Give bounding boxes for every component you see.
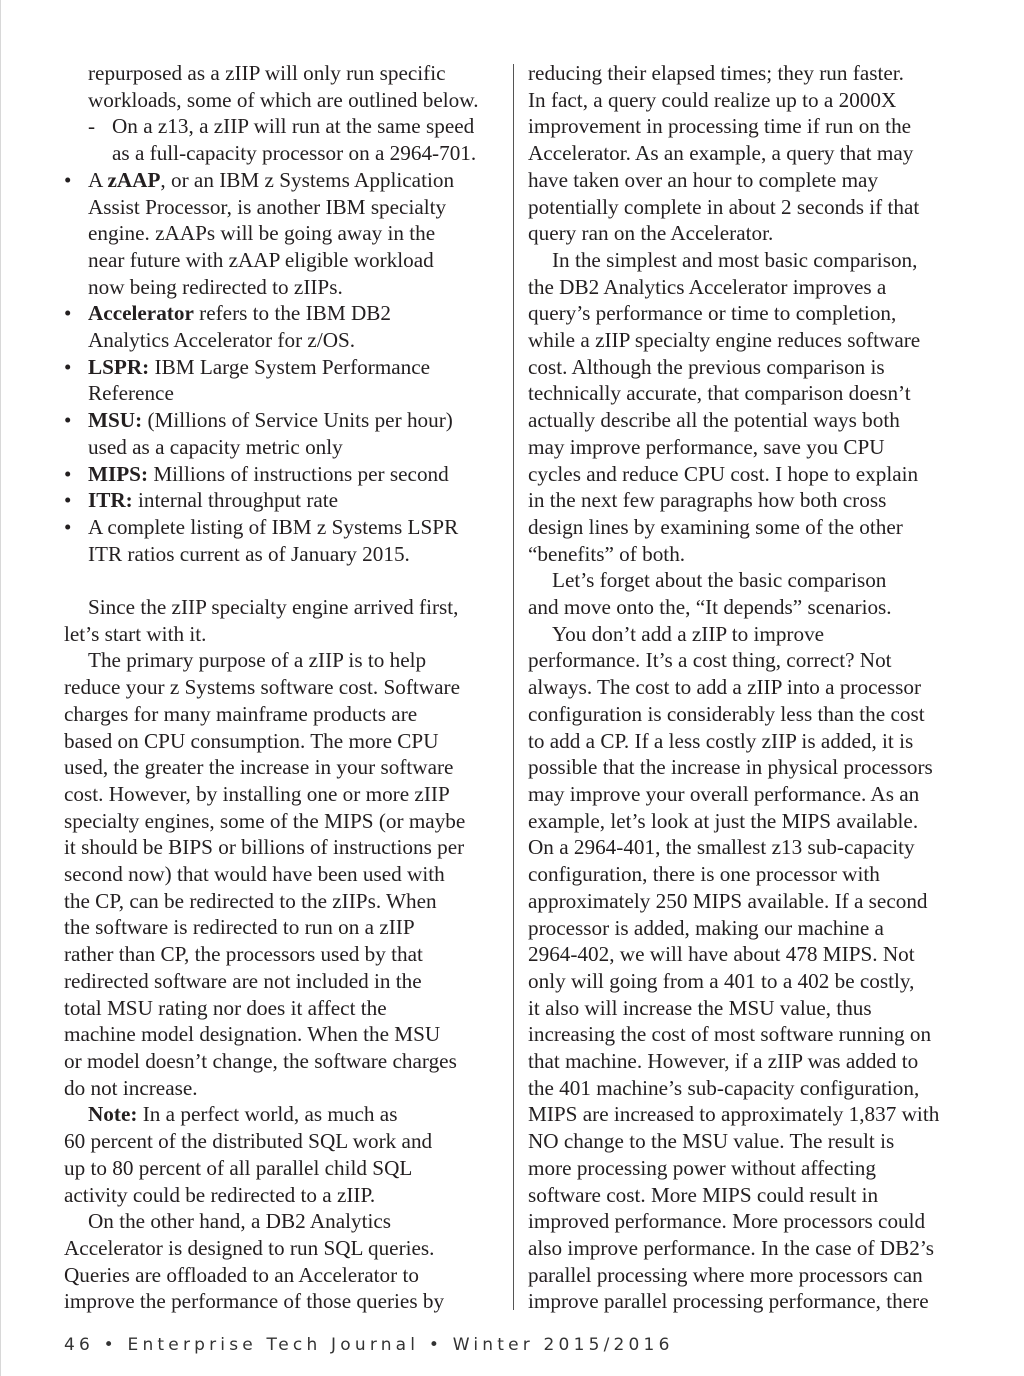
text-line: Since the zIIP specialty engine arrived first, — [88, 595, 459, 620]
text-line: the software is redirected to run on a zIIP — [64, 915, 415, 940]
bullet-marker: • — [64, 514, 72, 539]
text-line: may improve performance, save you CPU — [528, 434, 885, 459]
text-line: You don’t add a zIIP to improve — [552, 621, 825, 646]
text-line: query’s performance or time to completion, — [528, 301, 897, 326]
bullet-marker: • — [64, 301, 72, 326]
dash-marker: - — [88, 114, 96, 139]
text-line: second now) that would have been used with — [64, 862, 445, 887]
text-line: cycles and reduce CPU cost. I hope to explain — [528, 461, 919, 486]
left-column — [64, 60, 500, 1315]
bullet-continuation: Analytics Accelerator for z/OS. — [88, 328, 356, 353]
text-line: Let’s forget about the basic comparison — [552, 568, 887, 593]
text-line: Queries are offloaded to an Accelerator to — [64, 1262, 419, 1287]
bullet-continuation: Assist Processor, is another IBM specialty — [88, 194, 447, 219]
text-line: configuration is considerably less than the cost — [528, 701, 925, 726]
publication-name: Enterprise Tech Journal — [127, 1335, 420, 1355]
bullet-continuation: near future with zAAP eligible workload — [88, 247, 434, 272]
text-line: it should be BIPS or billions of instructions per — [64, 835, 465, 860]
text-line: Note: In a perfect world, as much as — [88, 1102, 398, 1127]
text-line: possible that the increase in physical processors — [528, 755, 933, 780]
bullet-item: • Accelerator refers to the IBM DB2 — [64, 301, 391, 326]
right-column — [528, 60, 964, 1315]
text-line: to add a CP. If a less costly zIIP is added, it is — [528, 728, 914, 753]
text-line: NO change to the MSU value. The result is — [528, 1129, 895, 1154]
text-line: reduce your z Systems software cost. Software — [64, 675, 460, 700]
text-line: redirected software are not included in the — [64, 968, 422, 993]
text-line: improved performance. More processors could — [528, 1209, 926, 1234]
text-line: In fact, a query could realize up to a 2000X — [528, 87, 897, 112]
text-line: let’s start with it. — [64, 621, 207, 646]
text-line: configuration, there is one processor with — [528, 862, 880, 887]
text-line: increasing the cost of most software running on — [528, 1022, 932, 1047]
text-line: software cost. More MIPS could result in — [528, 1182, 879, 1207]
text-line: improvement in processing time if run on the — [528, 114, 912, 139]
text-line: based on CPU consumption. The more CPU — [64, 728, 439, 753]
text-line: approximately 250 MIPS available. If a second — [528, 888, 928, 913]
page-number: 46 — [64, 1335, 95, 1355]
text-line: actually describe all the potential ways both — [528, 408, 900, 433]
bullet-continuation: now being redirected to zIIPs. — [88, 274, 343, 299]
text-line: more processing power without affecting — [528, 1155, 876, 1180]
text-line: On a 2964-401, the smallest z13 sub-capacity — [528, 835, 915, 860]
text-line: total MSU rating nor does it affect the — [64, 995, 387, 1020]
text-line: “benefits” of both. — [528, 541, 686, 566]
text-line: 60 percent of the distributed SQL work and — [64, 1129, 433, 1154]
bullet-marker: • — [64, 461, 72, 486]
text-line: improve the performance of those queries by — [64, 1289, 445, 1314]
bullet-item: • ITR: internal throughput rate — [64, 488, 339, 513]
page-footer — [64, 1335, 674, 1355]
bullet-continuation: ITR ratios current as of January 2015. — [88, 541, 410, 566]
text-line: MIPS are increased to approximately 1,837 with — [528, 1102, 940, 1127]
text-line: processor is added, making our machine a — [528, 915, 884, 940]
sub-item-text: On a z13, a zIIP will run at the same speed — [112, 114, 475, 139]
text-line: potentially complete in about 2 seconds if that — [528, 194, 920, 219]
bullet-continuation: used as a capacity metric only — [88, 434, 343, 459]
text-line: that machine. However, if a zIIP was added to — [528, 1049, 919, 1074]
text-line: machine model designation. When the MSU — [64, 1022, 441, 1047]
text-line: the CP, can be redirected to the zIIPs. When — [64, 888, 437, 913]
bullet-item: • MSU: (Millions of Service Units per hour) — [64, 408, 453, 433]
text-line: the 401 machine’s sub-capacity configuration, — [528, 1075, 920, 1100]
footer-separator: • — [103, 1335, 118, 1355]
text-line: may improve your overall performance. As an — [528, 781, 920, 806]
text-line: activity could be redirected to a zIIP. — [64, 1182, 376, 1207]
text-line: performance. It’s a cost thing, correct? Not — [528, 648, 892, 673]
sub-item-line: as a full-capacity processor on a 2964-701. — [112, 141, 477, 166]
text-line: while a zIIP specialty engine reduces software — [528, 328, 921, 353]
text-line: charges for many mainframe products are — [64, 701, 418, 726]
text-line: design lines by examining some of the other — [528, 514, 903, 539]
text-line: Accelerator is designed to run SQL queries. — [64, 1235, 435, 1260]
bullet-marker: • — [64, 354, 72, 379]
text-line: query ran on the Accelerator. — [528, 221, 774, 246]
text-line: or model doesn’t change, the software charges — [64, 1049, 457, 1073]
bullet-item: • A complete listing of IBM z Systems LSPR — [64, 514, 459, 539]
footer-separator: • — [428, 1335, 444, 1355]
bullet-marker: • — [64, 488, 72, 513]
bullet-continuation: Reference — [88, 381, 174, 406]
issue-date: Winter 2015/2016 — [452, 1335, 674, 1355]
text-line: Accelerator. As an example, a query that may — [528, 141, 914, 166]
bullet-marker: • — [64, 167, 72, 192]
page-edge — [0, 0, 1, 1376]
text-line: up to 80 percent of all parallel child SQL — [64, 1155, 413, 1180]
text-line: it also will increase the MSU value, thus — [528, 995, 872, 1020]
bullet-item: • A zAAP, or an IBM z Systems Application — [64, 167, 455, 192]
text-line: workloads, some of which are outlined below. — [88, 87, 479, 112]
text-line: always. The cost to add a zIIP into a processor — [528, 675, 922, 700]
text-line: parallel processing where more processors can — [528, 1262, 923, 1287]
text-line: 2964-402, we will have about 478 MIPS. Not — [528, 942, 915, 967]
text-line: example, let’s look at just the MIPS available. — [528, 808, 919, 833]
text-line: used, the greater the increase in your software — [64, 755, 454, 780]
text-line: repurposed as a zIIP will only run specific — [88, 61, 446, 85]
text-line: cost. Although the previous comparison is — [528, 354, 885, 379]
text-line: On the other hand, a DB2 Analytics — [88, 1209, 392, 1234]
text-line: In the simplest and most basic comparison, — [552, 247, 918, 272]
text-line: only will going from a 401 to a 402 be costly, — [528, 968, 915, 993]
text-line: cost. However, by installing one or more zIIP — [64, 781, 450, 806]
bullet-marker: • — [64, 408, 72, 433]
column-divider — [513, 64, 514, 1310]
bullet-continuation: engine. zAAPs will be going away in the — [88, 221, 436, 246]
bullet-item: • MIPS: Millions of instructions per second — [64, 461, 449, 486]
paragraph-gap — [64, 567, 500, 594]
text-line: rather than CP, the processors used by that — [64, 942, 423, 967]
bullet-item: • LSPR: IBM Large System Performance — [64, 354, 431, 379]
text-line: in the next few paragraphs how both cross — [528, 488, 887, 513]
text-line: and move onto the, “It depends” scenarios. — [528, 595, 892, 620]
text-line: the DB2 Analytics Accelerator improves a — [528, 274, 887, 299]
text-line: The primary purpose of a zIIP is to help — [88, 648, 427, 673]
sub-item-line — [64, 113, 500, 140]
text-line: improve parallel processing performance, there — [528, 1289, 929, 1314]
text-line: also improve performance. In the case of DB2’s — [528, 1235, 934, 1260]
text-line: reducing their elapsed times; they run faster. — [528, 61, 904, 85]
text-line: technically accurate, that comparison doesn’t — [528, 381, 911, 406]
text-line: have taken over an hour to complete may — [528, 167, 879, 192]
text-line: specialty engines, some of the MIPS (or maybe — [64, 808, 466, 833]
text-line: do not increase. — [64, 1075, 198, 1100]
